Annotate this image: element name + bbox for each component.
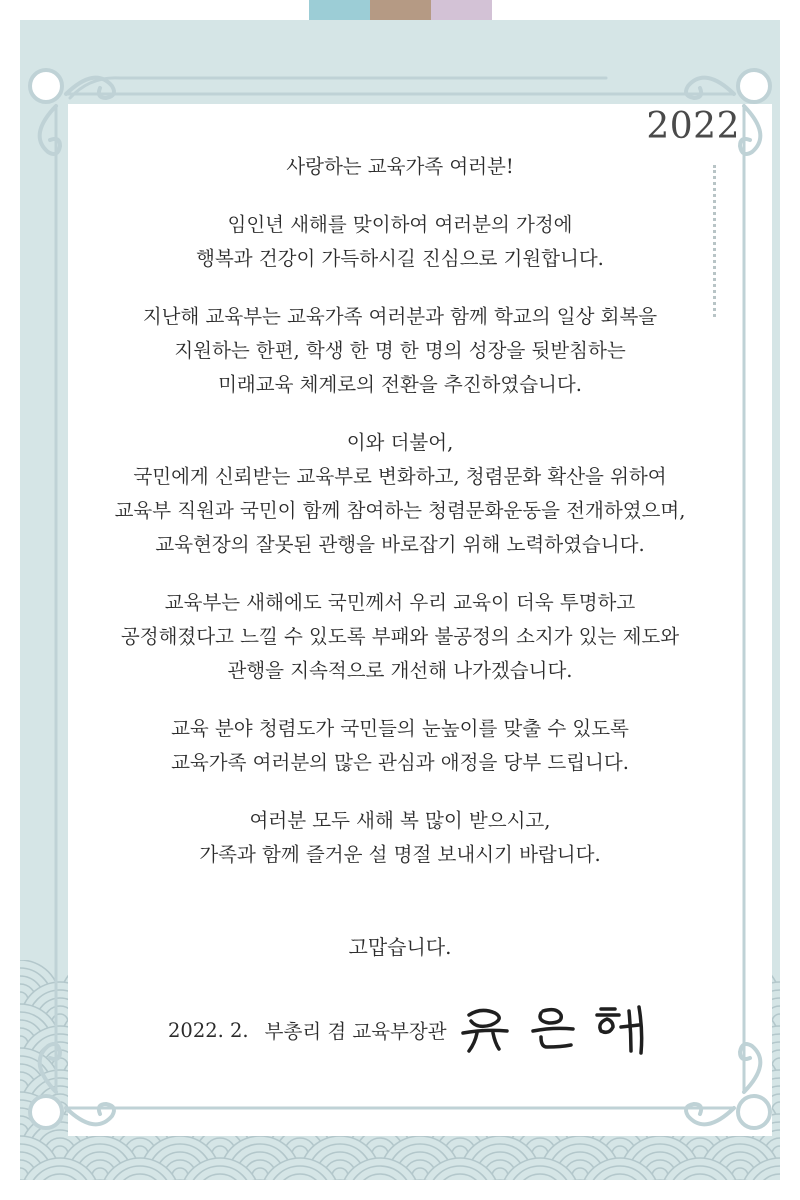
color-tab-brown: [370, 0, 431, 20]
paragraph-request: [48, 712, 752, 780]
paragraph-line: 미래교육 체계로의 전환을 추진하였습니다.: [218, 373, 582, 396]
paragraph-line: 여러분 모두 새해 복 많이 받으시고,: [249, 809, 551, 832]
paragraph-new-year: [48, 208, 752, 276]
paragraph-line: 교육부는 새해에도 국민께서 우리 교육이 더욱 투명하고: [164, 591, 636, 614]
paragraph-line: 관행을 지속적으로 개선해 나가겠습니다.: [227, 659, 573, 682]
color-tab-lilac: [431, 0, 492, 20]
letter-body: [48, 150, 752, 896]
sign-title: 부총리 겸 교육부장관: [264, 1020, 447, 1043]
paragraph-line: 국민에게 신뢰받는 교육부로 변화하고, 청렴문화 확산을 위하여: [133, 465, 667, 488]
color-tab-teal: [309, 0, 370, 20]
paragraph-line: 교육부 직원과 국민이 함께 참여하는 청렴문화운동을 전개하였으며,: [114, 499, 686, 522]
paragraph-integrity: [48, 426, 752, 562]
paragraph-line: 행복과 건강이 가득하시길 진심으로 기원합니다.: [196, 247, 604, 270]
paragraph-line: 사랑하는 교육가족 여러분!: [286, 155, 514, 178]
paragraph-last-year: [48, 300, 752, 402]
paragraph-line: 가족과 함께 즐거운 설 명절 보내시기 바랍니다.: [199, 843, 601, 866]
paragraph-line: 지난해 교육부는 교육가족 여러분과 함께 학교의 일상 회복을: [142, 305, 658, 328]
paragraph-line: 공정해졌다고 느낄 수 있도록 부패와 불공정의 소지가 있는 제도와: [120, 625, 680, 648]
year-label: 2022: [646, 106, 740, 147]
paragraph-line: 임인년 새해를 맞이하여 여러분의 가정에: [227, 213, 573, 236]
paragraph-line: 교육 분야 청렴도가 국민들의 눈높이를 맞출 수 있도록: [171, 717, 629, 740]
paragraph-line: 교육가족 여러분의 많은 관심과 애정을 당부 드립니다.: [171, 751, 629, 774]
handwritten-signature-icon: [461, 1005, 651, 1055]
paragraph-commitment: [48, 586, 752, 688]
sign-date: 2022. 2.: [168, 1018, 249, 1042]
header-color-tabs: [309, 0, 492, 20]
paragraph-line: 교육현장의 잘못된 관행을 바로잡기 위해 노력하였습니다.: [155, 533, 645, 556]
signature-block: [168, 1005, 651, 1055]
closing-thanks: 고맙습니다.: [348, 935, 452, 959]
paragraph-greeting: [48, 150, 752, 184]
paragraph-wishes: [48, 804, 752, 872]
paragraph-line: 이와 더불어,: [346, 431, 454, 454]
paragraph-line: 지원하는 한편, 학생 한 명 한 명의 성장을 뒷받침하는: [174, 339, 626, 362]
